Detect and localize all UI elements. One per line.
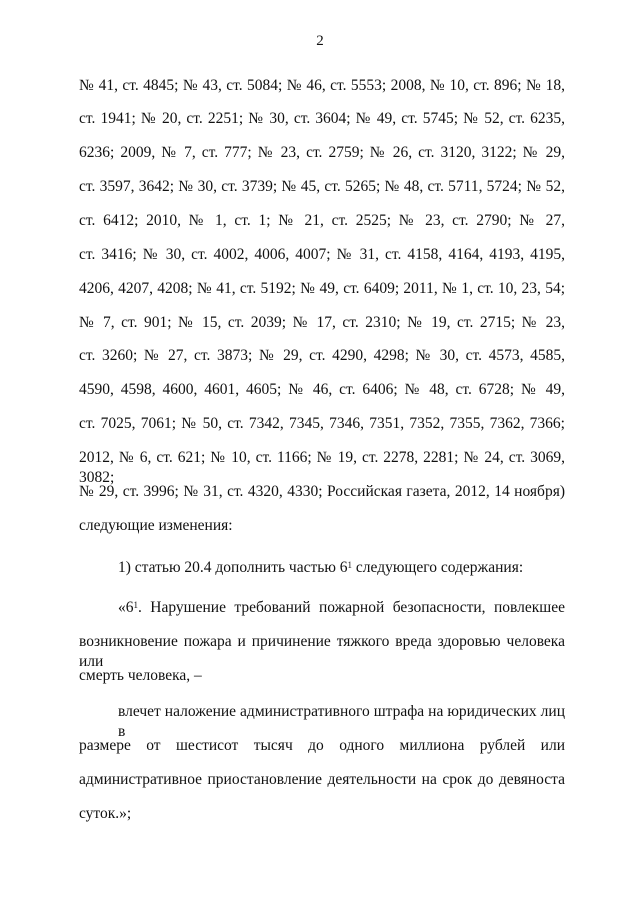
new-part-open: «6	[118, 599, 134, 616]
reference-line-5: ст. 6412; 2010, № 1, ст. 1; № 21, ст. 2525; № 23, ст. 2790; № 27,	[79, 212, 565, 229]
new-part-line-1	[118, 598, 565, 618]
reference-line-3: 6236; 2009, № 7, ст. 777; № 23, ст. 2759; № 26, ст. 3120, 3122; № 29,	[79, 144, 565, 161]
reference-line-8: № 7, ст. 901; № 15, ст. 2039; № 17, ст. 2310; № 19, ст. 2715; № 23,	[79, 314, 565, 331]
new-part-superscript: 1	[133, 600, 138, 610]
reference-line-6: ст. 3416; № 30, ст. 4002, 4006, 4007; № 31, ст. 4158, 4164, 4193, 4195,	[79, 246, 565, 263]
reference-line-2: ст. 1941; № 20, ст. 2251; № 30, ст. 3604; № 49, ст. 5745; № 52, ст. 6235,	[79, 110, 565, 127]
penalty-line-3: административное приостановление деятельности на срок до девяноста	[79, 771, 565, 788]
penalty-line-4: суток.»;	[79, 805, 132, 822]
reference-line-11: ст. 7025, 7061; № 50, ст. 7342, 7345, 7346, 7351, 7352, 7355, 7362, 7366;	[79, 415, 565, 432]
new-part-line-1-rest: . Нарушение требований пожарной безопасности, повлекшее	[138, 599, 565, 616]
penalty-line-2: размере от шестисот тысяч до одного миллиона рублей или	[79, 737, 565, 754]
page-number: 2	[316, 33, 324, 49]
reference-line-4: ст. 3597, 3642; № 30, ст. 3739; № 45, ст. 5265; № 48, ст. 5711, 5724; № 52,	[79, 178, 565, 195]
reference-line-10: 4590, 4598, 4600, 4601, 4605; № 46, ст. 6406; № 48, ст. 6728; № 49,	[79, 381, 565, 398]
new-part-line-2: возникновение пожара и причинение тяжкого вреда здоровью человека или	[79, 633, 565, 670]
reference-line-13: № 29, ст. 3996; № 31, ст. 4320, 4330; Российская газета, 2012, 14 ноября)	[79, 483, 565, 500]
item-1-text-before: 1) статью 20.4 дополнить частью 6	[118, 559, 348, 576]
reference-line-1: № 41, ст. 4845; № 43, ст. 5084; № 46, ст. 5553; 2008, № 10, ст. 896; № 18,	[79, 77, 565, 94]
new-part-line-3: смерть человека, –	[79, 667, 202, 684]
item-1-superscript: 1	[347, 560, 353, 570]
reference-line-7: 4206, 4207, 4208; № 41, ст. 5192; № 49, ст. 6409; 2011, № 1, ст. 10, 23, 54;	[79, 280, 565, 297]
item-1-paragraph	[118, 558, 523, 578]
item-1-text-after: следующего содержания:	[352, 559, 524, 576]
penalty-line-1: влечет наложение административного штрафа на юридических лиц в	[118, 703, 565, 740]
reference-line-9: ст. 3260; № 27, ст. 3873; № 29, ст. 4290, 4298; № 30, ст. 4573, 4585,	[79, 347, 565, 364]
reference-line-12: 2012, № 6, ст. 621; № 10, ст. 1166; № 19, ст. 2278, 2281; № 24, ст. 3069, 3082;	[79, 449, 565, 486]
reference-line-14: следующие изменения:	[79, 517, 233, 534]
